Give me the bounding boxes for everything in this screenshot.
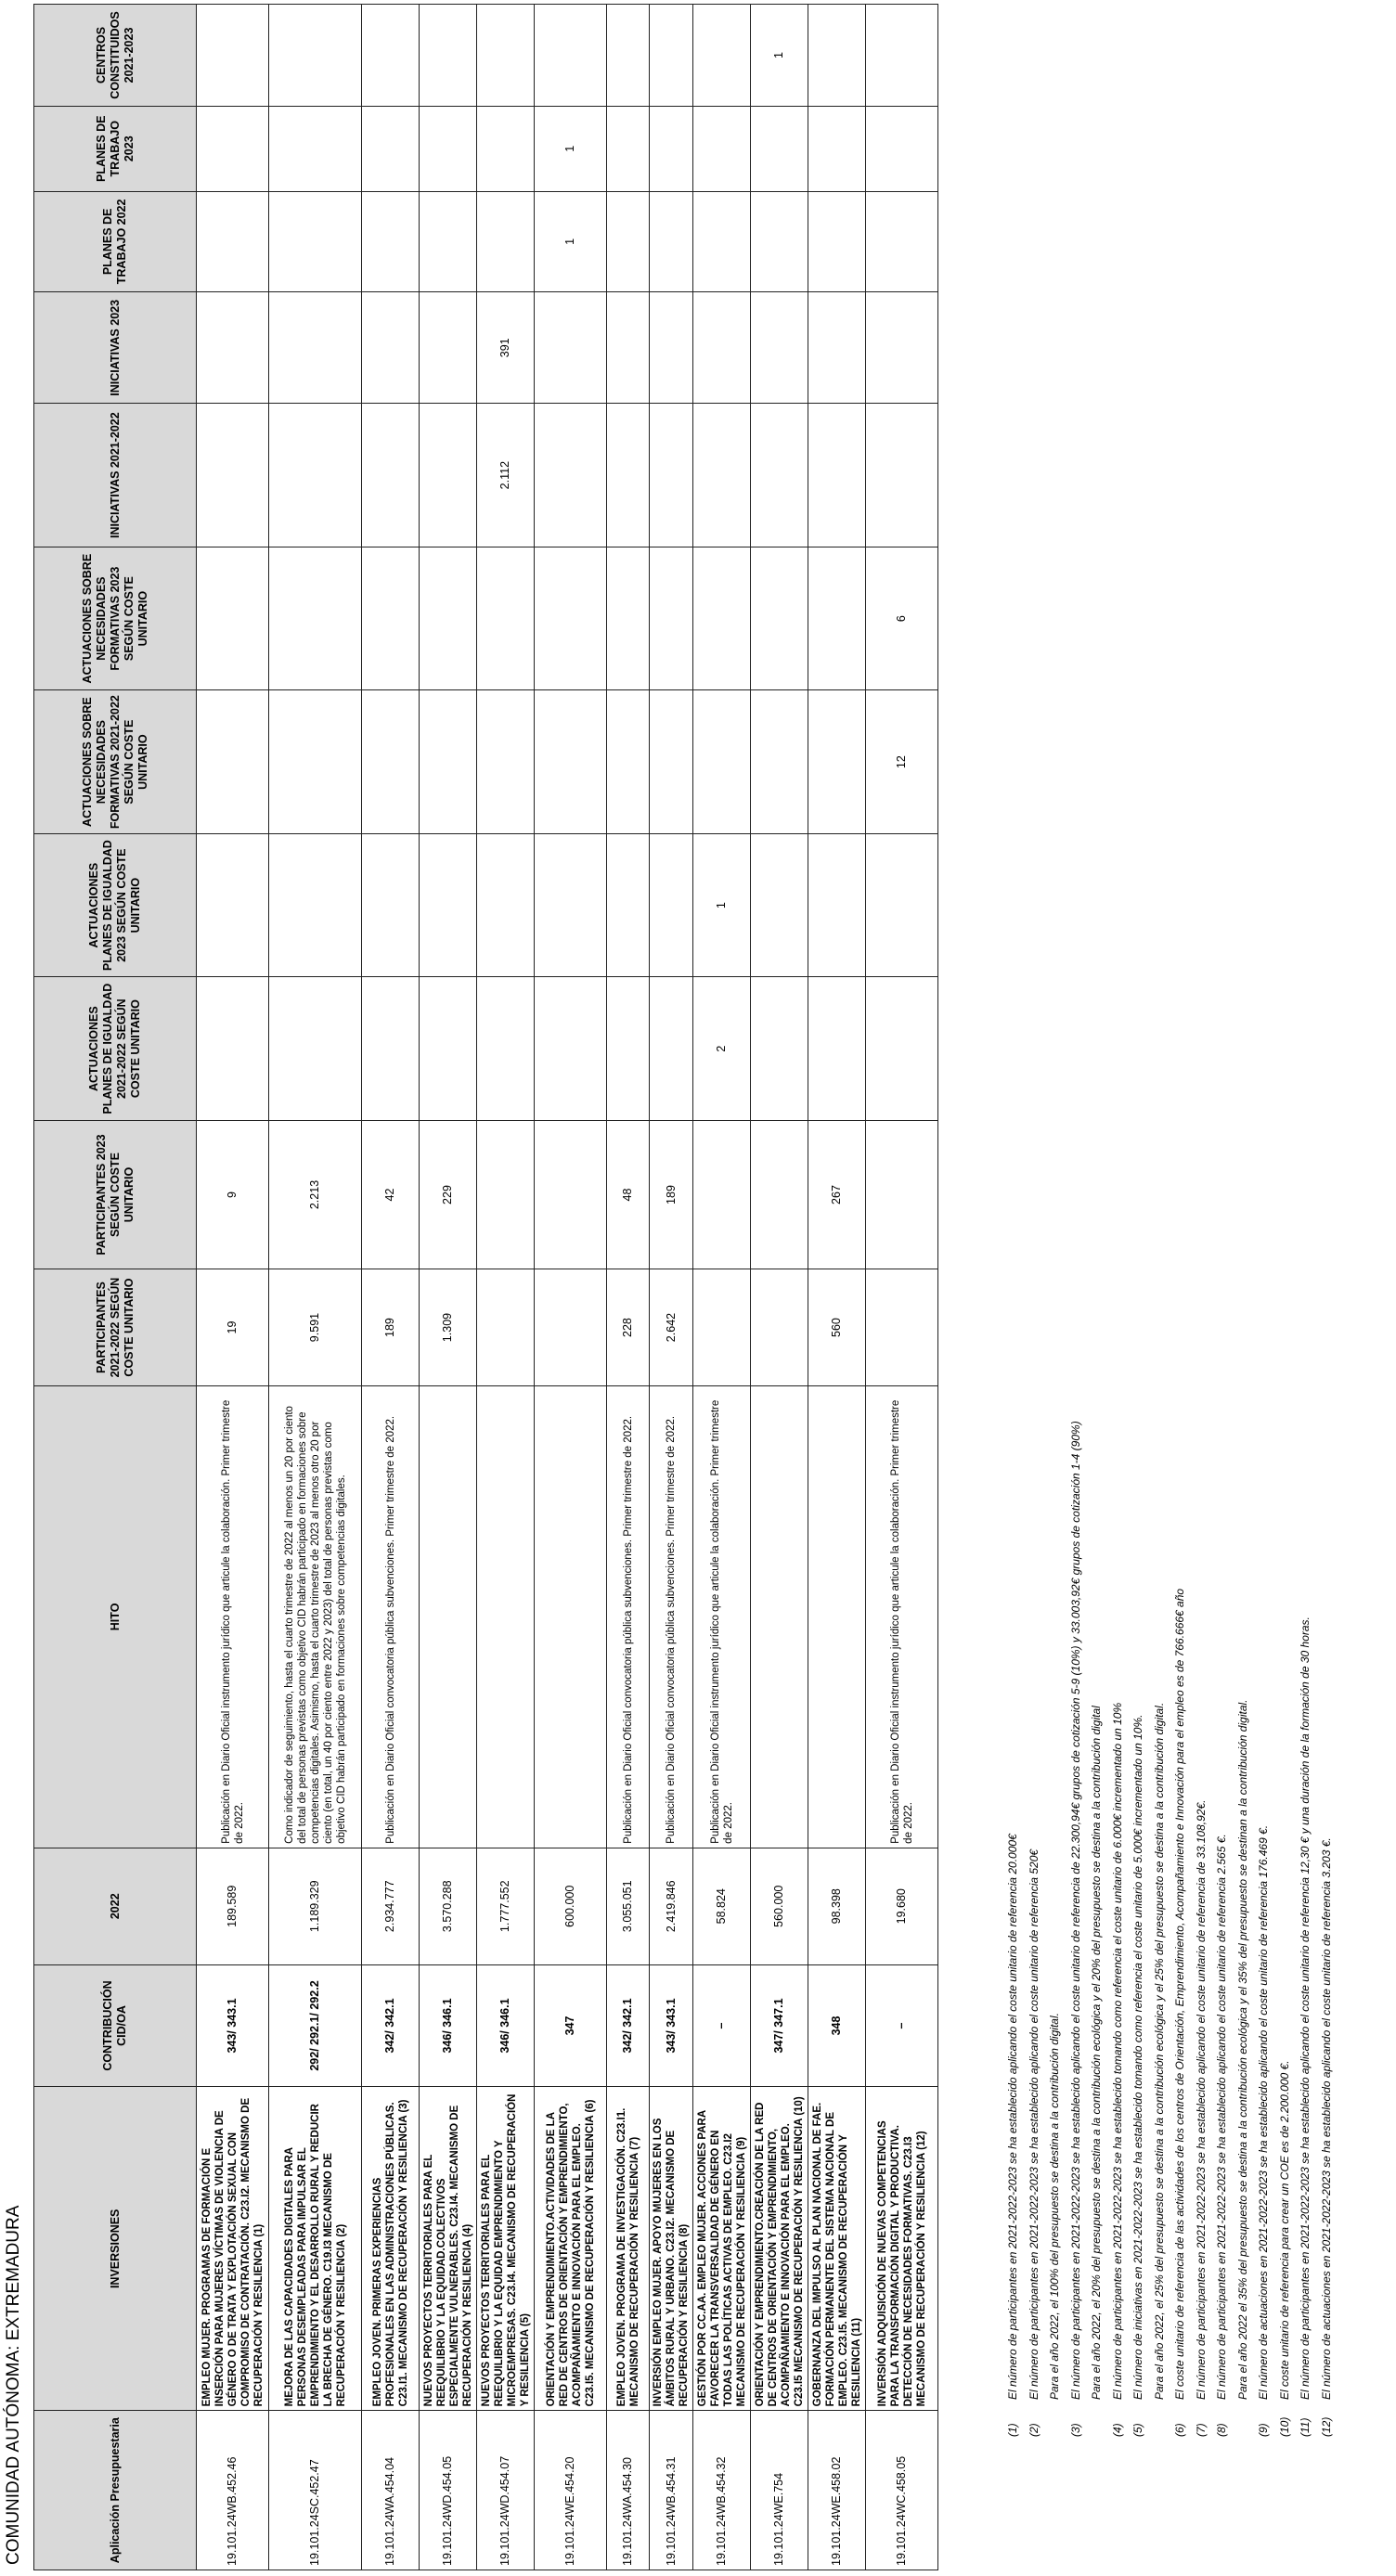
cell-iniciativas-2023 xyxy=(362,292,420,404)
cell-aplicacion: 19.101.24WB.454.32 xyxy=(693,2411,751,2570)
cell-2022: 3.055.051 xyxy=(607,1848,650,1964)
cell-2022: 3.570.288 xyxy=(420,1848,477,1964)
header-participantes-2021-2022: PARTICIPANTES 2021-2022 SEGÚN COSTE UNITARIO xyxy=(34,1269,197,1386)
cell-hito xyxy=(808,1385,866,1848)
table-row xyxy=(751,5,808,2570)
cell-inversion: NUEVOS PROYECTOS TERRITORIALES PARA EL REEQUILIBRIO Y LA EQUIDAD.COLECTIVOS ESPECIALMENTE VULNERABLES. C23.I4. MECANISMO DE RECUPERACIÓN Y RESILIENCIA (4) xyxy=(420,2087,477,2411)
footnote xyxy=(1316,117,1338,2437)
footnote-text: El coste unitario de referencia para crear un COE es de 2.200.000 €. xyxy=(1277,2060,1291,2400)
cell-participantes-2023: 48 xyxy=(607,1120,650,1269)
cell-inversion: GESTIÓN POR CC.AA. EMPLEO MUJER. ACCIONES PARA FAVORECER LA TRANSVERSALIDAD DE GÉNERO EN TODAS LAS POLÍTICAS ACTIVAS DE EMPLEO. C23.I2 MECANISMO DE RECUPERACIÓN Y RESILIENCIA (9) xyxy=(693,2087,751,2411)
cell-2022: 98.398 xyxy=(808,1848,866,1964)
cell-hito: Publicación en Diario Oficial instrumento jurídico que articule la colaboración. Primer trimestre de 2022. xyxy=(693,1385,751,1848)
cell-2022: 189.589 xyxy=(197,1848,269,1964)
footnote xyxy=(1170,117,1191,2437)
cell-iniciativas-2023 xyxy=(607,292,650,404)
cell-planes-2022 xyxy=(751,191,808,292)
footnote-text: El número de actuaciones en 2021-2022-2023 se ha establecido aplicando el coste unitario de referencia 176.469 €. xyxy=(1257,1824,1270,2400)
cell-actuaciones-formativas-2023 xyxy=(269,547,362,690)
footnote xyxy=(1044,117,1066,2437)
cell-planes-2023 xyxy=(269,106,362,191)
cell-planes-2022 xyxy=(269,191,362,292)
cell-participantes-2023 xyxy=(535,1120,607,1269)
cell-contribucion: – xyxy=(693,1964,751,2087)
cell-inversion: MEJORA DE LAS CAPACIDADES DIGITALES PARA PERSONAS DESEMPLEADAS PARA IMPULSAR EL EMPRENDIMIENTO Y EL DESARROLLO RURAL Y REDUCIR LA BRECHA DE GÉNERO. C19.I3 MECANISMO DE RECUPERACIÓN Y RESILIENCIA (2) xyxy=(269,2087,362,2411)
cell-actuaciones-igualdad-2021-2022: 2 xyxy=(693,977,751,1121)
cell-centros xyxy=(866,5,938,107)
cell-actuaciones-formativas-2021-2022 xyxy=(420,690,477,834)
cell-actuaciones-formativas-2021-2022 xyxy=(751,690,808,834)
footnote-text: El número de participantes en 2021-2022-2023 se ha establecido aplicando el coste unitario de referencia 12,30 € y una duración de la formación de 30 horas. xyxy=(1299,1616,1312,2400)
header-aplicacion: Aplicación Presupuestaria xyxy=(34,2411,197,2570)
footnotes xyxy=(1002,117,1337,2437)
cell-inversion: ORIENTACIÓN Y EMPRENDIMIENTO.CREACIÓN DE LA RED DE CENTROS DE ORIENTACIÓN Y EMPRENDIMIENTO, ACOMPAÑAMIENTO E INNOVACIÓN PARA EL EMPLEO. C23.I5 MECANISMO DE RECUPERACIÓN Y RESILIENCIA (10) xyxy=(751,2087,808,2411)
cell-participantes-2021-2022: 1.309 xyxy=(420,1269,477,1386)
cell-planes-2023 xyxy=(650,106,693,191)
cell-hito xyxy=(420,1385,477,1848)
cell-hito: Publicación en Diario Oficial convocatoria pública subvenciones. Primer trimestre de 2022. xyxy=(362,1385,420,1848)
cell-inversion: EMPLEO MUJER. PROGRAMAS DE FORMACIÓN E INSERCIÓN PARA MUJERES VÍCTIMAS DE VIOLENCIA DE GÉNERO O DE TRATA Y EXPLOTACIÓN SEXUAL CON COMPROMISO DE CONTRATACIÓN. C23.I2. MECANISMO DE RECUPERACIÓN Y RESILIENCIA (1) xyxy=(197,2087,269,2411)
cell-planes-2022 xyxy=(477,191,535,292)
footnote-number: (3) xyxy=(1068,2423,1082,2437)
footnote xyxy=(1233,117,1254,2437)
cell-participantes-2021-2022 xyxy=(693,1269,751,1386)
cell-actuaciones-igualdad-2023 xyxy=(477,833,535,977)
cell-aplicacion: 19.101.24WB.454.31 xyxy=(650,2411,693,2570)
cell-actuaciones-igualdad-2021-2022 xyxy=(197,977,269,1121)
footnote xyxy=(1128,117,1149,2437)
cell-actuaciones-igualdad-2021-2022 xyxy=(269,977,362,1121)
cell-actuaciones-igualdad-2023 xyxy=(751,833,808,977)
header-contribucion: CONTRIBUCIÓN CID/OA xyxy=(34,1964,197,2087)
cell-participantes-2021-2022 xyxy=(751,1269,808,1386)
footnote xyxy=(1149,117,1170,2437)
footnote xyxy=(1066,117,1087,2437)
cell-actuaciones-formativas-2023 xyxy=(607,547,650,690)
cell-inversion: INVERSIÓN ADQUISICIÓN DE NUEVAS COMPETENCIAS PARA LA TRANSFORMACIÓN DIGITAL Y PRODUCTIVA. DETECCIÓN DE NECESIDADES FORMATIVAS. C23.I3 MECANISMO DE RECUPERACIÓN Y RESILIENCIA (12) xyxy=(866,2087,938,2411)
cell-actuaciones-formativas-2021-2022 xyxy=(808,690,866,834)
cell-planes-2022 xyxy=(362,191,420,292)
cell-aplicacion: 19.101.24WC.458.05 xyxy=(866,2411,938,2570)
cell-iniciativas-2023 xyxy=(535,292,607,404)
cell-participantes-2023 xyxy=(693,1120,751,1269)
cell-participantes-2023: 189 xyxy=(650,1120,693,1269)
cell-aplicacion: 19.101.24WA.454.30 xyxy=(607,2411,650,2570)
cell-iniciativas-2021-2022 xyxy=(751,404,808,547)
footnote-text: El número de participantes en 2021-2022-2023 se ha establecido aplicando el coste unitario de referencia de 33.108,92€. xyxy=(1194,1799,1208,2400)
cell-actuaciones-formativas-2021-2022 xyxy=(693,690,751,834)
footnote-number: (11) xyxy=(1299,2417,1312,2437)
cell-centros xyxy=(362,5,420,107)
cell-inversion: EMPLEO JOVEN. PROGRAMA DE INVESTIGACIÓN. C23.I1. MECANISMO DE RECUPERACIÓN Y RESILIENCIA (7) xyxy=(607,2087,650,2411)
cell-iniciativas-2023 xyxy=(197,292,269,404)
cell-actuaciones-formativas-2021-2022: 12 xyxy=(866,690,938,834)
header-centros: CENTROS CONSTITUIDOS 2021-2023 xyxy=(34,5,197,107)
cell-participantes-2023: 229 xyxy=(420,1120,477,1269)
footnote-number: (7) xyxy=(1194,2423,1208,2437)
table-row xyxy=(693,5,751,2570)
footnote xyxy=(1211,117,1233,2437)
cell-iniciativas-2021-2022 xyxy=(197,404,269,547)
cell-2022: 1.777.552 xyxy=(477,1848,535,1964)
cell-aplicacion: 19.101.24WD.454.05 xyxy=(420,2411,477,2570)
cell-actuaciones-formativas-2023 xyxy=(362,547,420,690)
header-iniciativas-2023: INICIATIVAS 2023 xyxy=(34,292,197,404)
cell-iniciativas-2023 xyxy=(650,292,693,404)
cell-planes-2022 xyxy=(420,191,477,292)
table-row xyxy=(866,5,938,2570)
footnote xyxy=(1024,117,1045,2437)
cell-hito: Publicación en Diario Oficial convocatoria pública subvenciones. Primer trimestre de 2022. xyxy=(607,1385,650,1848)
footnote xyxy=(1002,117,1024,2437)
cell-2022: 600.000 xyxy=(535,1848,607,1964)
table-row xyxy=(362,5,420,2570)
cell-actuaciones-igualdad-2021-2022 xyxy=(607,977,650,1121)
footnote-text: El número de participantes en 2021-2022-2023 se ha establecido tomando como referencia el coste unitario de 6.000€ incrementado un 10% xyxy=(1110,1702,1124,2400)
table-row xyxy=(420,5,477,2570)
footnote xyxy=(1107,117,1129,2437)
cell-2022: 19.680 xyxy=(866,1848,938,1964)
cell-contribucion: 343/ 343.1 xyxy=(197,1964,269,2087)
cell-iniciativas-2023 xyxy=(866,292,938,404)
cell-centros xyxy=(197,5,269,107)
header-actuaciones-igualdad-2023: ACTUACIONES PLANES DE IGUALDAD 2023 SEGÚN COSTE UNITARIO xyxy=(34,833,197,977)
cell-iniciativas-2023 xyxy=(808,292,866,404)
footnote-text: El número de participantes en 2021-2022-2023 se ha establecido aplicando el coste unitario de referencia 2.565 €. xyxy=(1215,1834,1228,2400)
table-row xyxy=(808,5,866,2570)
cell-actuaciones-formativas-2023 xyxy=(751,547,808,690)
cell-iniciativas-2021-2022 xyxy=(808,404,866,547)
cell-planes-2023 xyxy=(751,106,808,191)
cell-inversion: NUEVOS PROYECTOS TERRITORIALES PARA EL REEQUILIBRIO Y LA EQUIDAD EMPRENDIMIENTO Y MICROEMPRESAS. C23.I4. MECANISMO DE RECUPERACIÓN Y RESILIENCIA (5) xyxy=(477,2087,535,2411)
cell-iniciativas-2023 xyxy=(693,292,751,404)
cell-contribucion: 346/ 346.1 xyxy=(420,1964,477,2087)
table-row xyxy=(477,5,535,2570)
header-2022: 2022 xyxy=(34,1848,197,1964)
cell-inversion: EMPLEO JOVEN. PRIMERAS EXPERIENCIAS PROFESIONALES EN LAS ADMINISTRACIONES PÚBLICAS. C23.I1. MECANISMO DE RECUPERACIÓN Y RESILIENCIA (3) xyxy=(362,2087,420,2411)
cell-actuaciones-igualdad-2023: 1 xyxy=(693,833,751,977)
cell-centros xyxy=(420,5,477,107)
cell-actuaciones-igualdad-2023 xyxy=(197,833,269,977)
cell-actuaciones-igualdad-2021-2022 xyxy=(751,977,808,1121)
cell-iniciativas-2021-2022 xyxy=(650,404,693,547)
cell-actuaciones-igualdad-2023 xyxy=(269,833,362,977)
footnote-number: (12) xyxy=(1319,2416,1333,2437)
cell-2022: 2.419.846 xyxy=(650,1848,693,1964)
footnote-text: El número de participantes en 2021-2022-2023 se ha establecido aplicando el coste unitario de referencia 20.000€ xyxy=(1006,1834,1019,2400)
footnote-number: (8) xyxy=(1215,2423,1228,2437)
cell-planes-2023 xyxy=(197,106,269,191)
cell-actuaciones-formativas-2023 xyxy=(477,547,535,690)
table-row xyxy=(650,5,693,2570)
cell-participantes-2023: 267 xyxy=(808,1120,866,1269)
footnote-text: Para el año 2022, el 100% del presupuesto se destina a la contribución digital. xyxy=(1048,2013,1061,2400)
cell-actuaciones-formativas-2023 xyxy=(808,547,866,690)
footnote-number: (1) xyxy=(1006,2423,1019,2437)
cell-planes-2023 xyxy=(693,106,751,191)
cell-participantes-2021-2022: 9.591 xyxy=(269,1269,362,1386)
cell-participantes-2023: 9 xyxy=(197,1120,269,1269)
cell-2022: 58.824 xyxy=(693,1848,751,1964)
cell-actuaciones-formativas-2021-2022 xyxy=(362,690,420,834)
cell-participantes-2021-2022 xyxy=(866,1269,938,1386)
cell-iniciativas-2021-2022 xyxy=(693,404,751,547)
header-actuaciones-formativas-2023: ACTUACIONES SOBRE NECESIDADES FORMATIVAS 2023 SEGÚN COSTE UNITARIO xyxy=(34,547,197,690)
cell-planes-2023 xyxy=(808,106,866,191)
cell-iniciativas-2021-2022 xyxy=(420,404,477,547)
cell-actuaciones-formativas-2021-2022 xyxy=(197,690,269,834)
cell-actuaciones-igualdad-2021-2022 xyxy=(477,977,535,1121)
cell-actuaciones-formativas-2023 xyxy=(197,547,269,690)
header-participantes-2023: PARTICIPANTES 2023 SEGÚN COSTE UNITARIO xyxy=(34,1120,197,1269)
cell-contribucion: 347/ 347.1 xyxy=(751,1964,808,2087)
cell-actuaciones-igualdad-2021-2022 xyxy=(808,977,866,1121)
footnote-text: El número de iniciativas en 2021-2022-2023 se ha establecido tomando como referencia el coste unitario de 5.000€ incrementado un 10%. xyxy=(1131,1714,1144,2400)
cell-actuaciones-igualdad-2023 xyxy=(650,833,693,977)
table-row xyxy=(535,5,607,2570)
cell-inversion: ORIENTACIÓN Y EMPRENDIMIENTO.ACTIVIDADES DE LA RED DE CENTROS DE ORIENTACIÓN Y EMPRENDIMIENTO, ACOMPAÑAMIENTO E INNOVACIÓN PARA EL EMPLEO. C23.I5. MECANISMO DE RECUPERACIÓN Y RESILIENCIA (6) xyxy=(535,2087,607,2411)
cell-planes-2022 xyxy=(650,191,693,292)
cell-actuaciones-igualdad-2023 xyxy=(362,833,420,977)
cell-centros: 1 xyxy=(751,5,808,107)
cell-centros xyxy=(607,5,650,107)
cell-hito: Como indicador de seguimiento, hasta el cuarto trimestre de 2022 al menos un 20 por ciento del total de personas previstas como objetivo CID habrán participado en formaciones sobre competencias digitales. Asimismo, hasta el cuarto trimestre de 2023 al menos otro 20 por ciento (en total, un 40 por ciento entre 2022 y 2023) del total de personas previstas como objetivo CID habrán participado en formaciones sobre competencias digitales. xyxy=(269,1385,362,1848)
cell-2022: 560.000 xyxy=(751,1848,808,1964)
footnote-number: (9) xyxy=(1257,2423,1270,2437)
cell-participantes-2021-2022: 560 xyxy=(808,1269,866,1386)
cell-iniciativas-2023 xyxy=(751,292,808,404)
cell-contribucion: 342/ 342.1 xyxy=(607,1964,650,2087)
cell-aplicacion: 19.101.24WA.454.04 xyxy=(362,2411,420,2570)
cell-contribucion: 347 xyxy=(535,1964,607,2087)
cell-inversion: INVERSIÓN EMPLEO MUJER. APOYO MUJERES EN LOS ÁMBITOS RURAL Y URBANO. C23.I2. MECANISMO DE RECUPERACIÓN Y RESILIENCIA (8) xyxy=(650,2087,693,2411)
cell-actuaciones-formativas-2021-2022 xyxy=(477,690,535,834)
cell-actuaciones-formativas-2021-2022 xyxy=(650,690,693,834)
cell-contribucion: 342/ 342.1 xyxy=(362,1964,420,2087)
footnote-text: Para el año 2022 el 35% del presupuesto se destina a la contribución ecológica y el 35% del presupuesto se destinan a la contribución digital. xyxy=(1235,1699,1249,2400)
cell-aplicacion: 19.101.24WE.458.02 xyxy=(808,2411,866,2570)
footnote xyxy=(1295,117,1316,2437)
cell-centros xyxy=(808,5,866,107)
footnote xyxy=(1274,117,1296,2437)
cell-actuaciones-formativas-2023 xyxy=(693,547,751,690)
cell-participantes-2023 xyxy=(477,1120,535,1269)
header-actuaciones-igualdad-2021-2022: ACTUACIONES PLANES DE IGUALDAD 2021-2022 SEGÚN COSTE UNITARIO xyxy=(34,977,197,1121)
footnote-number: (6) xyxy=(1173,2423,1186,2437)
cell-centros xyxy=(269,5,362,107)
cell-hito xyxy=(535,1385,607,1848)
cell-participantes-2023 xyxy=(866,1120,938,1269)
cell-planes-2023 xyxy=(362,106,420,191)
cell-aplicacion: 19.101.24WD.454.07 xyxy=(477,2411,535,2570)
cell-actuaciones-igualdad-2021-2022 xyxy=(650,977,693,1121)
header-hito: HITO xyxy=(34,1385,197,1848)
cell-iniciativas-2023 xyxy=(269,292,362,404)
cell-planes-2022 xyxy=(197,191,269,292)
footnote-text: El número de participantes en 2021-2022-2023 se ha establecido aplicando el coste unitario de referencia 520€ xyxy=(1027,1848,1041,2400)
cell-iniciativas-2023: 391 xyxy=(477,292,535,404)
footnote xyxy=(1086,117,1107,2437)
cell-actuaciones-igualdad-2023 xyxy=(535,833,607,977)
cell-planes-2023 xyxy=(607,106,650,191)
cell-contribucion: – xyxy=(866,1964,938,2087)
cell-participantes-2023 xyxy=(751,1120,808,1269)
cell-actuaciones-igualdad-2021-2022 xyxy=(866,977,938,1121)
cell-centros xyxy=(535,5,607,107)
footnote-text: El número de actuaciones en 2021-2022-2023 se ha establecido aplicando el coste unitario de referencia 3.203 €. xyxy=(1319,1837,1333,2400)
cell-iniciativas-2021-2022: 2.112 xyxy=(477,404,535,547)
cell-planes-2022 xyxy=(607,191,650,292)
cell-hito: Publicación en Diario Oficial convocatoria pública subvenciones. Primer trimestre de 2022. xyxy=(650,1385,693,1848)
header-planes-2023: PLANES DE TRABAJO 2023 xyxy=(34,106,197,191)
cell-participantes-2021-2022: 19 xyxy=(197,1269,269,1386)
footnote-text: Para el año 2022, el 25% del presupuesto se destina a la contribución ecológica y el 25% del presupuesto se destina a la contribución digital. xyxy=(1152,1702,1166,2400)
header-iniciativas-2021-2022: INICIATIVAS 2021-2022 xyxy=(34,404,197,547)
cell-actuaciones-formativas-2023 xyxy=(650,547,693,690)
cell-actuaciones-igualdad-2023 xyxy=(607,833,650,977)
header-inversiones: INVERSIONES xyxy=(34,2087,197,2411)
cell-actuaciones-formativas-2021-2022 xyxy=(535,690,607,834)
cell-iniciativas-2021-2022 xyxy=(269,404,362,547)
cell-planes-2023 xyxy=(477,106,535,191)
cell-participantes-2021-2022: 228 xyxy=(607,1269,650,1386)
cell-actuaciones-igualdad-2023 xyxy=(866,833,938,977)
footnote-text: Para el año 2022, el 20% del presupuesto se destina a la contribución ecológica y el 20% del presupuesto se destina a la contribución digital xyxy=(1090,1706,1103,2400)
cell-hito xyxy=(751,1385,808,1848)
cell-aplicacion: 19.101.24WE.454.20 xyxy=(535,2411,607,2570)
cell-participantes-2021-2022: 2.642 xyxy=(650,1269,693,1386)
cell-iniciativas-2021-2022 xyxy=(535,404,607,547)
cell-actuaciones-formativas-2023 xyxy=(420,547,477,690)
cell-actuaciones-formativas-2023: 6 xyxy=(866,547,938,690)
cell-planes-2023 xyxy=(866,106,938,191)
cell-actuaciones-igualdad-2023 xyxy=(808,833,866,977)
cell-centros xyxy=(693,5,751,107)
header-row xyxy=(34,5,197,2570)
cell-iniciativas-2021-2022 xyxy=(362,404,420,547)
table-row xyxy=(197,5,269,2570)
budget-table xyxy=(33,4,938,2570)
cell-actuaciones-igualdad-2021-2022 xyxy=(535,977,607,1121)
cell-actuaciones-formativas-2023 xyxy=(535,547,607,690)
table-row xyxy=(269,5,362,2570)
cell-actuaciones-formativas-2021-2022 xyxy=(269,690,362,834)
cell-2022: 2.934.777 xyxy=(362,1848,420,1964)
cell-participantes-2021-2022 xyxy=(477,1269,535,1386)
cell-planes-2022 xyxy=(866,191,938,292)
cell-2022: 1.189.329 xyxy=(269,1848,362,1964)
cell-participantes-2021-2022: 189 xyxy=(362,1269,420,1386)
cell-aplicacion: 19.101.24SC.452.47 xyxy=(269,2411,362,2570)
header-actuaciones-formativas-2021-2022: ACTUACIONES SOBRE NECESIDADES FORMATIVAS 2021-2022 SEGÚN COSTE UNITARIO xyxy=(34,690,197,834)
cell-hito xyxy=(477,1385,535,1848)
cell-aplicacion: 19.101.24WB.452.46 xyxy=(197,2411,269,2570)
cell-hito: Publicación en Diario Oficial instrumento jurídico que articule la colaboración. Primer trimestre de 2022. xyxy=(197,1385,269,1848)
cell-centros xyxy=(650,5,693,107)
cell-actuaciones-igualdad-2021-2022 xyxy=(362,977,420,1121)
footnote-text: El coste unitario de referencia de las actividades de los centros de Orientación, Emprendimiento, Acompañamiento e Innovación para el empleo es de 766.666€ año xyxy=(1173,1588,1186,2400)
cell-contribucion: 292/ 292.1/ 292.2 xyxy=(269,1964,362,2087)
cell-actuaciones-igualdad-2021-2022 xyxy=(420,977,477,1121)
cell-actuaciones-igualdad-2023 xyxy=(420,833,477,977)
cell-centros xyxy=(477,5,535,107)
cell-hito: Publicación en Diario Oficial instrumento jurídico que articule la colaboración. Primer trimestre de 2022. xyxy=(866,1385,938,1848)
cell-aplicacion: 19.101.24WE.754 xyxy=(751,2411,808,2570)
cell-inversion: GOBERNANZA DEL IMPULSO AL PLAN NACIONAL DE FAE. FORMACIÓN PERMANENTE DEL SISTEMA NACIONAL DE EMPLEO. C23.I5. MECANISMO DE RECUPERACIÓN Y RESILIENCIA (11) xyxy=(808,2087,866,2411)
cell-iniciativas-2023 xyxy=(420,292,477,404)
cell-participantes-2023: 2.213 xyxy=(269,1120,362,1269)
cell-planes-2023 xyxy=(420,106,477,191)
cell-planes-2023: 1 xyxy=(535,106,607,191)
cell-planes-2022 xyxy=(693,191,751,292)
footnote xyxy=(1191,117,1212,2437)
cell-contribucion: 348 xyxy=(808,1964,866,2087)
footnote-number: (5) xyxy=(1131,2423,1144,2437)
cell-contribucion: 346/ 346.1 xyxy=(477,1964,535,2087)
cell-actuaciones-formativas-2021-2022 xyxy=(607,690,650,834)
footnote-number: (4) xyxy=(1110,2423,1124,2437)
footnote-text: El número de participantes en 2021-2022-2023 se ha establecido aplicando el coste unitario de referencia de 22.300,94€ grupos de cotización 5-9 (10%) y 33.003,92€ grupos de cotización 1-4 (90%) xyxy=(1068,1421,1082,2400)
footnote-number: (10) xyxy=(1277,2416,1291,2437)
cell-planes-2022 xyxy=(808,191,866,292)
cell-participantes-2021-2022 xyxy=(535,1269,607,1386)
cell-planes-2022: 1 xyxy=(535,191,607,292)
header-planes-2022: PLANES DE TRABAJO 2022 xyxy=(34,191,197,292)
footnote xyxy=(1253,117,1274,2437)
cell-iniciativas-2021-2022 xyxy=(607,404,650,547)
cell-contribucion: 343/ 343.1 xyxy=(650,1964,693,2087)
page-caption: COMUNIDAD AUTÓNOMA: EXTREMADURA xyxy=(4,2205,23,2565)
cell-iniciativas-2021-2022 xyxy=(866,404,938,547)
cell-participantes-2023: 42 xyxy=(362,1120,420,1269)
footnote-number: (2) xyxy=(1027,2423,1041,2437)
table-row xyxy=(607,5,650,2570)
